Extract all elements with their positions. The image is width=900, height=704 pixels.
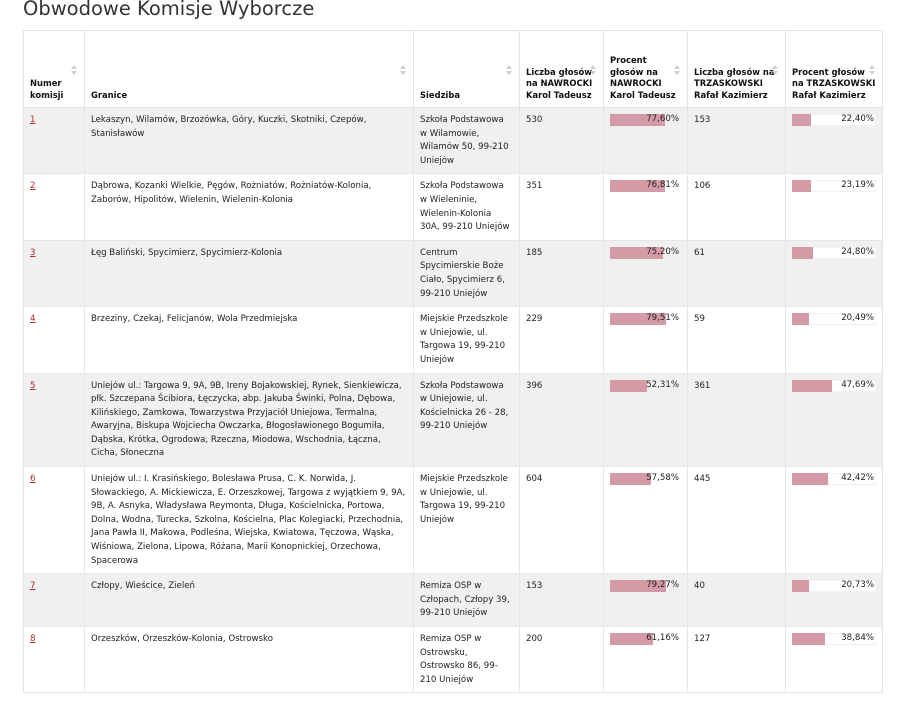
header-numer[interactable]: [24, 31, 85, 108]
cell-procent-nawrocki: [604, 307, 688, 373]
header-siedziba-label: Siedziba: [420, 89, 460, 100]
percent-bar-fill: [610, 473, 651, 485]
header-siedziba[interactable]: [414, 31, 520, 108]
cell-numer: [24, 373, 85, 467]
cell-liczba-nawrocki: 200: [520, 627, 604, 693]
cell-granice: Człopy, Wieścice, Zieleń: [85, 574, 414, 627]
cell-liczba-nawrocki: 229: [520, 307, 604, 373]
cell-procent-trzaskowski: [786, 307, 883, 373]
cell-siedziba: Miejskie Przedszkole w Uniejowie, ul. Targowa 19, 99-210 Uniejów: [414, 467, 520, 574]
cell-procent-trzaskowski: [786, 240, 883, 306]
table-row: [24, 307, 883, 373]
percent-bar-fill: [792, 313, 809, 325]
percent-label: 75,20%: [646, 246, 679, 257]
header-numer-label: Numer komisji: [30, 78, 64, 100]
commission-link[interactable]: 5: [30, 380, 36, 391]
table-row: [24, 240, 883, 306]
sort-icon[interactable]: [674, 65, 681, 77]
cell-granice: Brzeziny, Czekaj, Felicjanów, Wola Przedmiejska: [85, 307, 414, 373]
cell-siedziba: Szkoła Podstawowa w Wieleninie, Wielenin-Kolonia 30A, 99-210 Uniejów: [414, 174, 520, 240]
cell-liczba-trzaskowski: 127: [688, 627, 786, 693]
percent-label: 47,69%: [841, 379, 874, 390]
percent-bar: [792, 180, 876, 192]
cell-procent-nawrocki: [604, 240, 688, 306]
header-liczba-trzaskowski[interactable]: [688, 31, 786, 108]
percent-label: 20,49%: [841, 313, 874, 324]
cell-liczba-nawrocki: 153: [520, 574, 604, 627]
cell-numer: [24, 627, 85, 693]
commission-link[interactable]: 7: [30, 581, 36, 592]
cell-numer: [24, 574, 85, 627]
percent-bar: [610, 473, 681, 485]
cell-procent-trzaskowski: [786, 174, 883, 240]
cell-procent-trzaskowski: [786, 574, 883, 627]
cell-liczba-nawrocki: 351: [520, 174, 604, 240]
percent-bar: [792, 473, 876, 485]
table-row: [24, 373, 883, 467]
cell-numer: [24, 174, 85, 240]
sort-icon[interactable]: [869, 65, 876, 77]
commission-link[interactable]: 8: [30, 634, 36, 644]
header-procent-nawrocki-label: Procent głosów na NAWROCKI Karol Tadeusz: [610, 55, 676, 100]
commission-link[interactable]: 1: [30, 115, 36, 125]
percent-bar-fill: [792, 633, 825, 645]
percent-bar: [610, 180, 681, 192]
percent-label: 79,51%: [646, 313, 679, 324]
percent-bar: [792, 313, 876, 325]
percent-bar: [610, 380, 681, 392]
header-granice[interactable]: [85, 31, 414, 108]
cell-siedziba: Szkoła Podstawowa w Wilamowie, Wilamów 50, 99-210 Uniejów: [414, 108, 520, 174]
cell-liczba-nawrocki: 396: [520, 373, 604, 467]
cell-granice: Lekaszyn, Wilamów, Brzozówka, Góry, Kuczki, Skotniki, Czepów, Stanisławów: [85, 108, 414, 174]
header-granice-label: Granice: [91, 89, 128, 100]
cell-liczba-trzaskowski: 59: [688, 307, 786, 373]
cell-siedziba: Remiza OSP w Ostrowsku, Ostrowsko 86, 99-210 Uniejów: [414, 627, 520, 693]
percent-bar: [610, 580, 681, 592]
percent-bar: [792, 114, 876, 126]
cell-procent-nawrocki: [604, 108, 688, 174]
cell-liczba-trzaskowski: 61: [688, 240, 786, 306]
header-procent-nawrocki[interactable]: [604, 31, 688, 108]
cell-granice: Uniejów ul.: Targowa 9, 9A, 9B, Ireny Bojakowskiej, Rynek, Sienkiewicza, płk. Szczepana Ścibiora, Łęczycka, abp. Jakuba Świnki, Polna, Dębowa, Kilińskiego, Zamkowa, Towarzystwa Przyjaciół Uniejowa, Termalna, Awaryjna, Biskupa Wojciecha Owczarka, Błogosławionego Bogumiła, Dąbska, Krótka, Ogrodowa, Rzeczna, Miodowa, Wschodnia, Łączna, Cicha, Słoneczna: [85, 373, 414, 467]
sort-icon[interactable]: [772, 65, 779, 77]
cell-liczba-nawrocki: 604: [520, 467, 604, 574]
header-liczba-nawrocki-label: Liczba głosów na NAWROCKI Karol Tadeusz: [526, 66, 593, 100]
percent-label: 76,81%: [646, 180, 679, 191]
commissions-table: [23, 30, 883, 693]
cell-siedziba: Miejskie Przedszkole w Uniejowie, ul. Targowa 19, 99-210 Uniejów: [414, 307, 520, 373]
percent-bar-fill: [792, 580, 809, 592]
percent-bar-fill: [792, 380, 832, 392]
percent-label: 42,42%: [841, 473, 874, 484]
table-row: [24, 627, 883, 693]
cell-procent-trzaskowski: [786, 373, 883, 467]
table-row: [24, 574, 883, 627]
cell-liczba-nawrocki: 185: [520, 240, 604, 306]
cell-granice: Łęg Baliński, Spycimierz, Spycimierz-Kolonia: [85, 240, 414, 306]
cell-numer: [24, 108, 85, 174]
sort-icon[interactable]: [400, 65, 407, 77]
percent-label: 22,40%: [841, 114, 874, 124]
sort-icon[interactable]: [590, 65, 597, 77]
percent-label: 52,31%: [646, 379, 679, 390]
cell-granice: Uniejów ul.: I. Krasińskiego, Bolesława Prusa, C. K. Norwida, J. Słowackiego, A. Mickiewicza, E. Orzeszkowej, Targowa z wyjątkiem 9, 9A, 9B, A. Asnyka, Władysława Reymonta, Długa, Kościelnicka, Portowa, Dolna, Wodna, Turecka, Szkolna, Kościelna, Plac Kolegiacki, Przechodnia, Jana Pawła II, Makowa, Podleśna, Wiejska, Kwiatowa, Tęczowa, Wąska, Wiśniowa, Zielona, Lipowa, Różana, Marii Konopnickiej, Orzechowa, Spacerowa: [85, 467, 414, 574]
percent-bar-fill: [792, 114, 811, 126]
percent-bar: [792, 633, 876, 645]
cell-granice: Orzeszków, Orzeszków-Kolonia, Ostrowsko: [85, 627, 414, 693]
header-procent-trzaskowski[interactable]: [786, 31, 883, 108]
percent-label: 23,19%: [841, 180, 874, 191]
cell-granice: Dąbrowa, Kozanki Wielkie, Pęgów, Rożniatów, Rożniatów-Kolonia, Zaborów, Hipolitów, Wielenin, Wielenin-Kolonia: [85, 174, 414, 240]
page-title: Obwodowe Komisje Wyborcze: [23, 0, 315, 20]
cell-procent-trzaskowski: [786, 627, 883, 693]
cell-siedziba: Centrum Spycimierskie Boże Ciało, Spycimierz 6, 99-210 Uniejów: [414, 240, 520, 306]
percent-bar: [792, 247, 876, 259]
percent-label: 61,16%: [646, 633, 679, 643]
header-liczba-nawrocki[interactable]: [520, 31, 604, 108]
cell-liczba-trzaskowski: 445: [688, 467, 786, 574]
percent-label: 38,84%: [841, 633, 874, 643]
cell-numer: [24, 240, 85, 306]
table-row: [24, 174, 883, 240]
commission-link[interactable]: 4: [30, 314, 36, 325]
commission-link[interactable]: 6: [30, 474, 36, 485]
percent-bar: [792, 580, 876, 592]
percent-bar-fill: [792, 473, 828, 485]
table-header-row: [24, 31, 883, 108]
percent-label: 20,73%: [841, 580, 874, 591]
percent-bar: [610, 313, 681, 325]
percent-label: 79,27%: [646, 580, 679, 591]
cell-procent-nawrocki: [604, 373, 688, 467]
percent-bar-fill: [792, 180, 811, 192]
cell-procent-nawrocki: [604, 627, 688, 693]
cell-procent-nawrocki: [604, 574, 688, 627]
cell-liczba-trzaskowski: 106: [688, 174, 786, 240]
cell-siedziba: Remiza OSP w Człopach, Człopy 39, 99-210 Uniejów: [414, 574, 520, 627]
percent-bar-fill: [792, 247, 813, 259]
sort-icon[interactable]: [506, 65, 513, 77]
sort-icon[interactable]: [71, 65, 78, 77]
percent-bar: [610, 633, 681, 645]
percent-label: 57,58%: [646, 473, 679, 484]
table-row: [24, 467, 883, 574]
cell-numer: [24, 467, 85, 574]
cell-procent-trzaskowski: [786, 467, 883, 574]
cell-liczba-trzaskowski: 361: [688, 373, 786, 467]
cell-siedziba: Szkoła Podstawowa w Uniejowie, ul. Kościelnicka 26 - 28, 99-210 Uniejów: [414, 373, 520, 467]
percent-label: 24,80%: [841, 246, 874, 257]
cell-liczba-trzaskowski: 153: [688, 108, 786, 174]
percent-label: 77,60%: [646, 114, 679, 124]
commission-link[interactable]: 2: [30, 181, 36, 192]
table-body: [24, 108, 883, 693]
table-row: [24, 108, 883, 174]
percent-bar: [792, 380, 876, 392]
cell-liczba-nawrocki: 530: [520, 108, 604, 174]
percent-bar: [610, 114, 681, 126]
commission-link[interactable]: 3: [30, 247, 36, 258]
cell-procent-nawrocki: [604, 174, 688, 240]
percent-bar-fill: [610, 380, 647, 392]
header-liczba-trzaskowski-label: Liczba głosów na TRZASKOWSKI Rafał Kazimierz: [694, 66, 775, 100]
cell-procent-nawrocki: [604, 467, 688, 574]
percent-bar: [610, 247, 681, 259]
cell-procent-trzaskowski: [786, 108, 883, 174]
cell-liczba-trzaskowski: 40: [688, 574, 786, 627]
cell-numer: [24, 307, 85, 373]
header-procent-trzaskowski-label: Procent głosów na TRZASKOWSKI Rafał Kazimierz: [792, 66, 876, 100]
